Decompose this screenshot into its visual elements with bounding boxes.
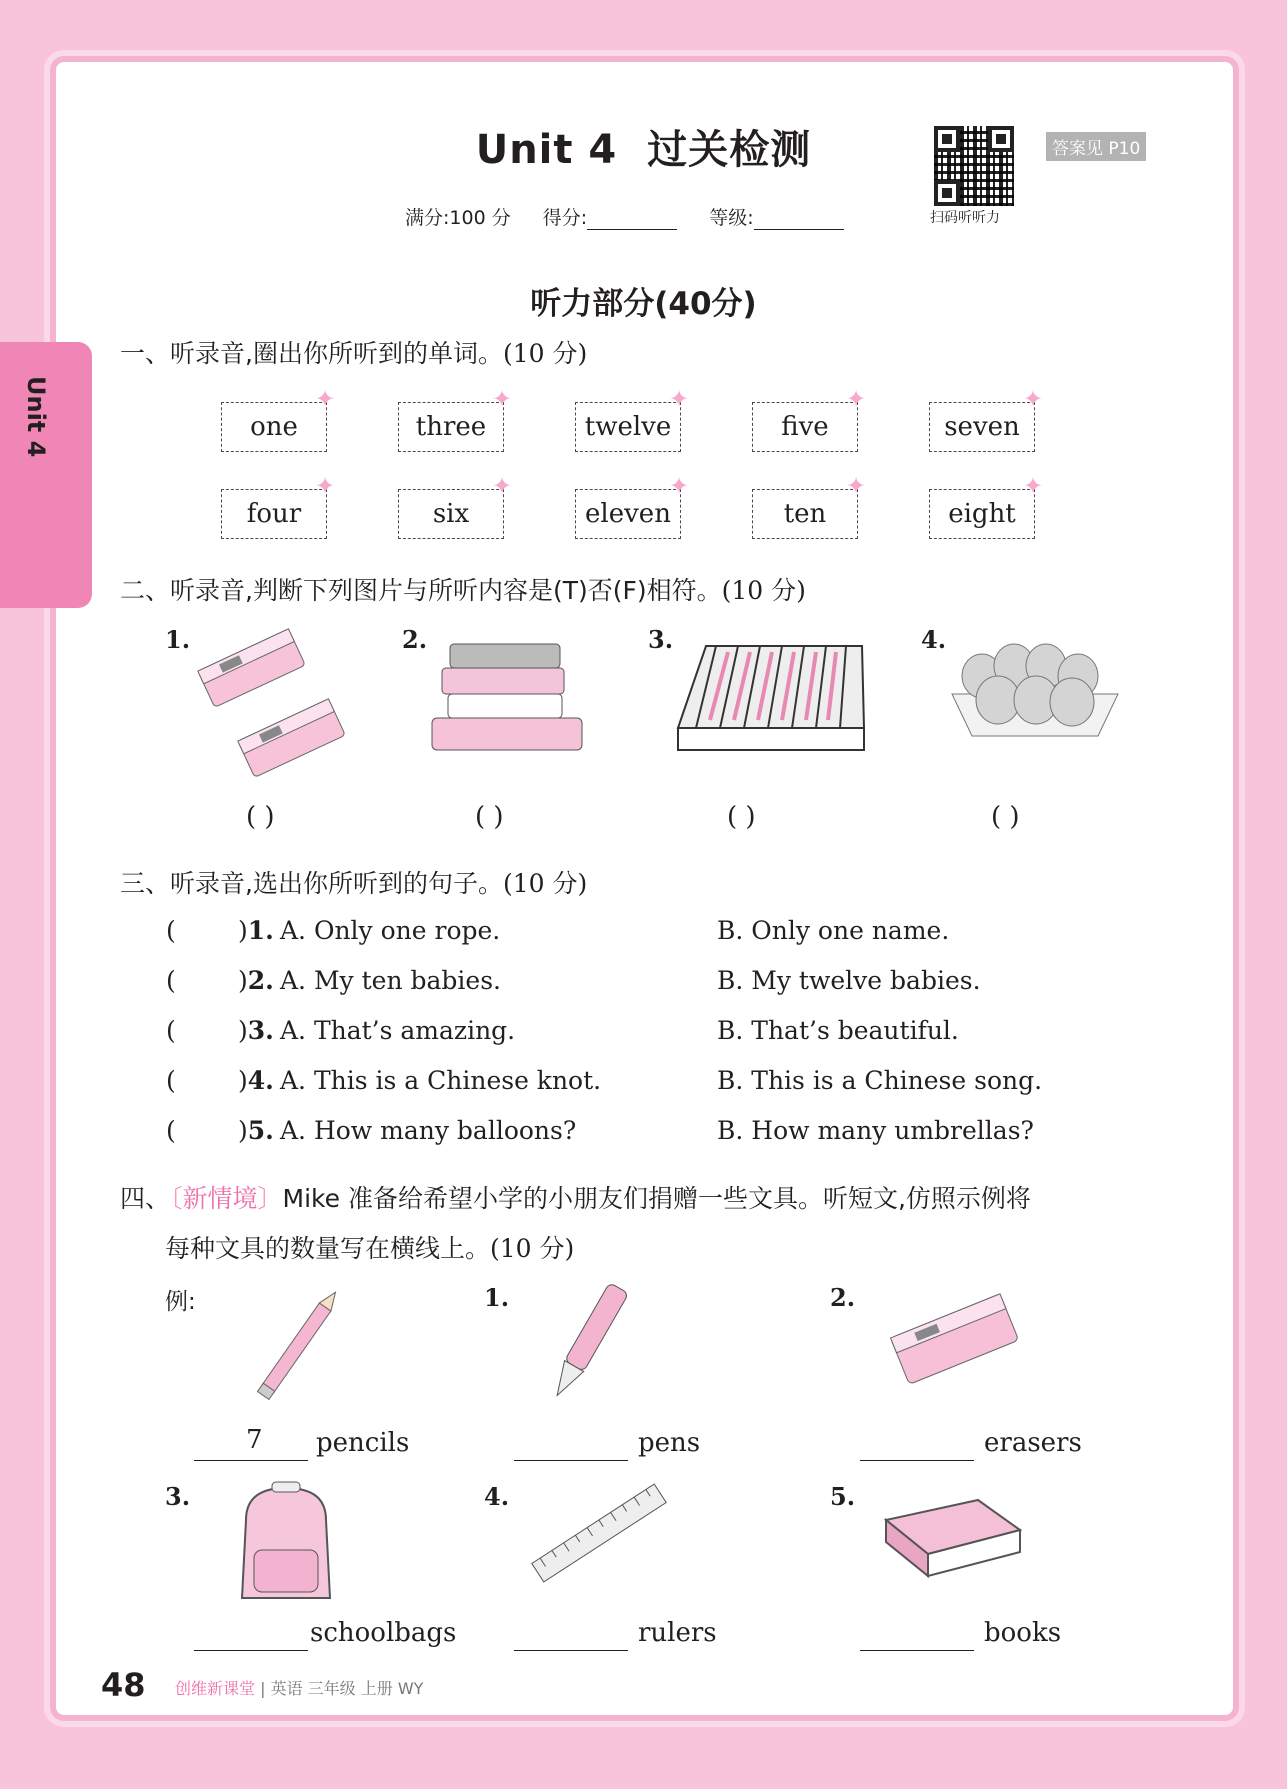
word-box-three[interactable]: three: [398, 402, 504, 452]
s4-num-1: 1.: [484, 1283, 510, 1312]
word-box-twelve[interactable]: twelve: [575, 402, 681, 452]
star-icon: ✦: [492, 385, 513, 413]
qr-code-icon[interactable]: [934, 126, 1014, 206]
answer-line-erasers[interactable]: [860, 1460, 974, 1461]
label-pens: pens: [638, 1428, 701, 1458]
s4-num-3: 3.: [165, 1482, 191, 1511]
q3-option-b: B. How many umbrellas?: [717, 1116, 1034, 1145]
title-name: 过关检测: [647, 127, 812, 173]
q3-number: )3.: [238, 1016, 274, 1045]
schoolbag-icon: [226, 1480, 346, 1605]
star-icon: ✦: [492, 472, 513, 500]
s2-num-3: 3.: [648, 625, 674, 654]
q3-option-a: A. This is a Chinese knot.: [280, 1066, 602, 1095]
q3-answer-5[interactable]: (: [166, 1116, 176, 1145]
star-icon: ✦: [315, 385, 336, 413]
star-icon: ✦: [846, 385, 867, 413]
star-icon: ✦: [315, 472, 336, 500]
eggs-icon: [948, 636, 1123, 748]
full-score: 满分:100 分: [405, 207, 511, 229]
new-context-tag: 〔新情境〕: [170, 1184, 283, 1213]
q3-answer-3[interactable]: (: [166, 1016, 176, 1045]
listening-part-title: 听力部分(40分): [530, 286, 757, 322]
q3-answer-1[interactable]: (: [166, 916, 176, 945]
section1-title: 一、听录音,圈出你所听到的单词。(10 分): [120, 339, 588, 368]
footer-rest: 英语 三年级 上册 WY: [270, 1679, 424, 1698]
example-label: 例:: [165, 1289, 196, 1315]
q3-option-a: A. My ten babies.: [280, 966, 501, 995]
s2-answer-3[interactable]: ( ): [727, 802, 756, 832]
answer-line-pencils[interactable]: [194, 1460, 308, 1461]
answer-line-schoolbags[interactable]: [194, 1650, 308, 1651]
ruler-icon: [524, 1478, 674, 1588]
eraser-icon: [880, 1280, 1030, 1400]
grade-blank[interactable]: [754, 211, 844, 230]
q3-number: )2.: [238, 966, 274, 995]
word-box-ten[interactable]: ten: [752, 489, 858, 539]
q3-number: )4.: [238, 1066, 274, 1095]
answer-line-books[interactable]: [860, 1650, 974, 1651]
pen-icon: [538, 1276, 638, 1412]
star-icon: ✦: [846, 472, 867, 500]
score-label: 得分:: [542, 207, 588, 229]
grade-label: 等级:: [709, 207, 754, 229]
q3-option-b: B. Only one name.: [717, 916, 950, 945]
s2-num-1: 1.: [165, 625, 191, 654]
label-pencils: pencils: [316, 1428, 410, 1458]
s4-num-5: 5.: [830, 1482, 856, 1511]
score-blank[interactable]: [587, 211, 677, 230]
s4-num-4: 4.: [484, 1482, 510, 1511]
side-tab: [0, 342, 92, 608]
star-icon: ✦: [1023, 385, 1044, 413]
qr-caption: 扫码听听力: [930, 210, 1000, 226]
s4-num-2: 2.: [830, 1283, 856, 1312]
q3-option-b: B. That’s beautiful.: [717, 1016, 959, 1045]
footer-text: 创维新课堂 | 英语 三年级 上册 WY: [175, 1679, 424, 1698]
q3-answer-4[interactable]: (: [166, 1066, 176, 1095]
star-icon: ✦: [1023, 472, 1044, 500]
score-line: [405, 203, 870, 230]
pencil-icon: [236, 1280, 366, 1410]
books-icon: [428, 636, 593, 761]
word-box-eight[interactable]: eight: [929, 489, 1035, 539]
word-box-four[interactable]: four: [221, 489, 327, 539]
q3-option-a: A. Only one rope.: [280, 916, 501, 945]
word-box-seven[interactable]: seven: [929, 402, 1035, 452]
section2-title: 二、听录音,判断下列图片与所听内容是(T)否(F)相符。(10 分): [120, 576, 806, 605]
q3-option-a: A. That’s amazing.: [280, 1016, 516, 1045]
q3-option-a: A. How many balloons?: [280, 1116, 577, 1145]
star-icon: ✦: [669, 385, 690, 413]
answer-line-rulers[interactable]: [514, 1650, 628, 1651]
section4-title-line2: 每种文具的数量写在横线上。(10 分): [165, 1234, 575, 1263]
answer-badge: 答案见 P10: [1046, 132, 1146, 161]
page-number: 48: [101, 1666, 146, 1704]
q3-option-b: B. This is a Chinese song.: [717, 1066, 1043, 1095]
s2-answer-1[interactable]: ( ): [246, 802, 275, 832]
label-rulers: rulers: [638, 1618, 717, 1648]
label-books: books: [984, 1618, 1062, 1648]
q3-number: )5.: [238, 1116, 274, 1145]
word-box-six[interactable]: six: [398, 489, 504, 539]
pencil-box-icon: [676, 640, 866, 752]
answer-line-pens[interactable]: [514, 1460, 628, 1461]
word-box-one[interactable]: one: [221, 402, 327, 452]
q3-answer-2[interactable]: (: [166, 966, 176, 995]
star-icon: ✦: [669, 472, 690, 500]
book-icon: [878, 1490, 1028, 1590]
s2-num-4: 4.: [921, 625, 947, 654]
q3-number: )1.: [238, 916, 274, 945]
section4-title-line1: 四、〔新情境〕Mike 准备给希望小学的小朋友们捐赠一些文具。听短文,仿照示例将: [120, 1184, 1031, 1213]
s2-answer-4[interactable]: ( ): [991, 802, 1020, 832]
title-unit: Unit 4: [475, 127, 618, 173]
word-box-eleven[interactable]: eleven: [575, 489, 681, 539]
section3-title: 三、听录音,选出你所听到的句子。(10 分): [120, 869, 588, 898]
label-schoolbags: schoolbags: [310, 1618, 457, 1648]
example-value: 7: [246, 1425, 263, 1455]
erasers-icon: [190, 620, 350, 785]
s2-answer-2[interactable]: ( ): [475, 802, 504, 832]
q3-option-b: B. My twelve babies.: [717, 966, 981, 995]
footer-brand: 创维新课堂: [175, 1679, 256, 1698]
s2-num-2: 2.: [402, 625, 428, 654]
word-box-five[interactable]: five: [752, 402, 858, 452]
side-tab-label: Unit 4: [22, 376, 50, 458]
label-erasers: erasers: [984, 1428, 1082, 1458]
